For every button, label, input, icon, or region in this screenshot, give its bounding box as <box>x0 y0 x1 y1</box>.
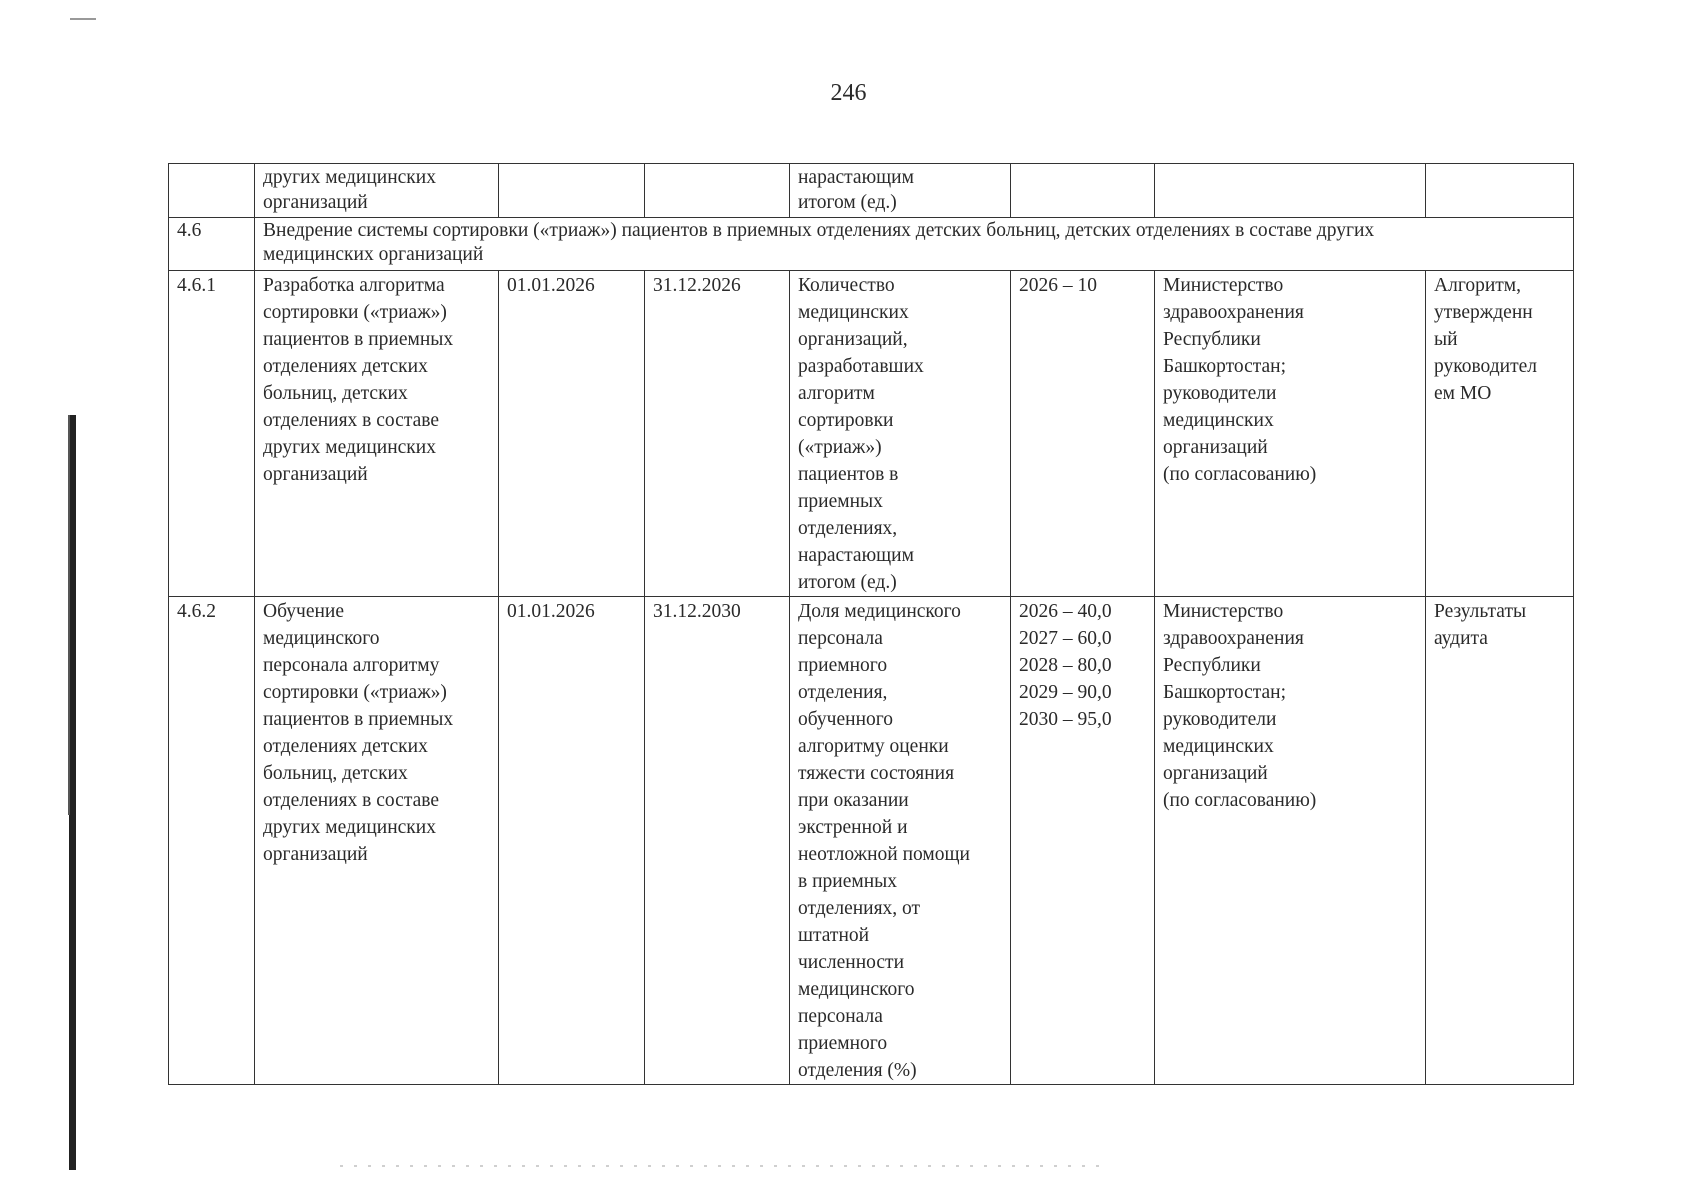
start-date: 01.01.2026 <box>499 597 645 1085</box>
row-number: 4.6.2 <box>169 597 255 1085</box>
section-number: 4.6 <box>169 218 255 271</box>
start-date: 01.01.2026 <box>499 271 645 597</box>
table-row <box>169 271 1574 597</box>
event-cell: Разработка алгоритма сортировки («триаж») пациентов в приемных отделениях детских больниц, детских отделениях в составе других медицинских организаций <box>255 271 499 597</box>
indicator-cell: Доля медицинского персонала приемного отделения, обученного алгоритму оценки тяжести состояния при оказании экстренной и неотложной помощи в приемных отделениях, от штатной численности медицинского персонала приемного отделения (%) <box>790 597 1011 1085</box>
measures-table <box>168 163 1574 1085</box>
table-row <box>169 597 1574 1085</box>
end-date: 31.12.2026 <box>645 271 790 597</box>
cell-start <box>499 164 645 218</box>
indicator-cell: Количество медицинских организаций, разработавших алгоритм сортировки («триаж») пациентов в приемных отделениях, нарастающим итогом (ед.) <box>790 271 1011 597</box>
result-cell: Алгоритм, утвержденн ый руководител ем МО <box>1426 271 1574 597</box>
cell-value <box>1011 164 1155 218</box>
scan-artifact-left-bar <box>69 415 76 1170</box>
cell-result <box>1426 164 1574 218</box>
cell-num <box>169 164 255 218</box>
cell-end <box>645 164 790 218</box>
event-text: других медицинских организаций <box>263 167 436 213</box>
responsible-cell: Министерство здравоохранения Республики Башкортостан; руководители медицинских организаций (по согласованию) <box>1155 597 1426 1085</box>
table-row-continuation <box>169 164 1574 218</box>
value-cell: 2026 – 40,0 2027 – 60,0 2028 – 80,0 2029 – 90,0 2030 – 95,0 <box>1011 597 1155 1085</box>
event-cell: Обучение медицинского персонала алгоритму сортировки («триаж») пациентов в приемных отделениях детских больниц, детских отделениях в составе других медицинских организаций <box>255 597 499 1085</box>
indicator-text: нарастающим итогом (ед.) <box>798 167 914 213</box>
section-title: Внедрение системы сортировки («триаж») пациентов в приемных отделениях детских больниц, детских отделениях в составе других медицинских организаций <box>255 218 1574 271</box>
end-date: 31.12.2030 <box>645 597 790 1085</box>
cell-event <box>255 164 499 218</box>
page-number: 246 <box>830 80 867 106</box>
cell-indicator <box>790 164 1011 218</box>
table-row-section <box>169 218 1574 271</box>
result-cell: Результаты аудита <box>1426 597 1574 1085</box>
value-cell: 2026 – 10 <box>1011 271 1155 597</box>
row-number: 4.6.1 <box>169 271 255 597</box>
scan-artifact-bottom-dots <box>340 1165 1100 1167</box>
cell-responsible <box>1155 164 1426 218</box>
responsible-cell: Министерство здравоохранения Республики Башкортостан; руководители медицинских организаций (по согласованию) <box>1155 271 1426 597</box>
scan-artifact-left-line <box>68 415 70 815</box>
scan-artifact-top <box>70 18 96 20</box>
